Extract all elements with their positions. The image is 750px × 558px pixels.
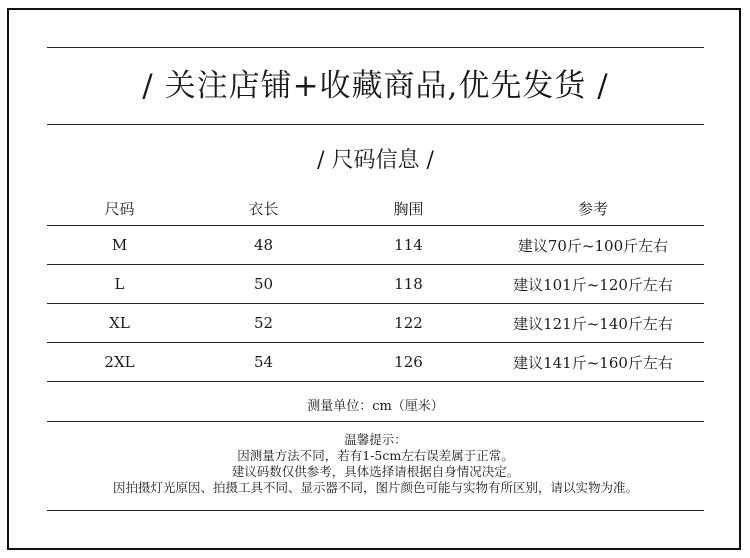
table-header-row xyxy=(47,192,704,226)
cell-reference: 建议101斤~120斤左右 xyxy=(482,265,704,304)
promo-banner: / 关注店铺+收藏商品,优先发货 / xyxy=(142,68,609,104)
cell-length: 50 xyxy=(192,265,335,304)
measurement-unit: 测量单位：cm（厘米） xyxy=(307,399,444,414)
note-line: 因测量方法不同，若有1-5cm左右误差属于正常。 xyxy=(237,448,514,463)
cell-reference: 建议121斤~140斤左右 xyxy=(482,304,704,343)
cell-chest: 114 xyxy=(335,226,482,265)
cell-size: L xyxy=(47,265,192,304)
cell-length: 48 xyxy=(192,226,335,265)
table-row xyxy=(47,265,704,304)
cell-chest: 118 xyxy=(335,265,482,304)
cell-chest: 122 xyxy=(335,304,482,343)
divider-banner-bottom xyxy=(47,124,704,125)
cell-size: 2XL xyxy=(47,343,192,382)
header-length: 衣长 xyxy=(192,192,335,226)
divider-bottom xyxy=(47,510,704,511)
divider-notes-top xyxy=(47,421,704,422)
notes-block xyxy=(47,432,704,496)
table-row xyxy=(47,304,704,343)
table-row xyxy=(47,226,704,265)
cell-length: 54 xyxy=(192,343,335,382)
header-reference: 参考 xyxy=(482,192,704,226)
cell-reference: 建议141斤~160斤左右 xyxy=(482,343,704,382)
table-row xyxy=(47,343,704,382)
cell-length: 52 xyxy=(192,304,335,343)
cell-chest: 126 xyxy=(335,343,482,382)
notes-title: 温馨提示： xyxy=(344,432,407,447)
size-info-title: / 尺码信息 / xyxy=(317,148,434,173)
cell-reference: 建议70斤~100斤左右 xyxy=(482,226,704,265)
divider-top xyxy=(47,47,704,48)
note-line: 因拍摄灯光原因、拍摄工具不同、显示器不同，图片颜色可能与实物有所区别，请以实物为准。 xyxy=(112,480,638,495)
cell-size: XL xyxy=(47,304,192,343)
note-line: 建议码数仅供参考，具体选择请根据自身情况决定。 xyxy=(231,464,520,479)
header-chest: 胸围 xyxy=(335,192,482,226)
cell-size: M xyxy=(47,226,192,265)
header-size: 尺码 xyxy=(47,192,192,226)
size-table xyxy=(47,192,704,382)
